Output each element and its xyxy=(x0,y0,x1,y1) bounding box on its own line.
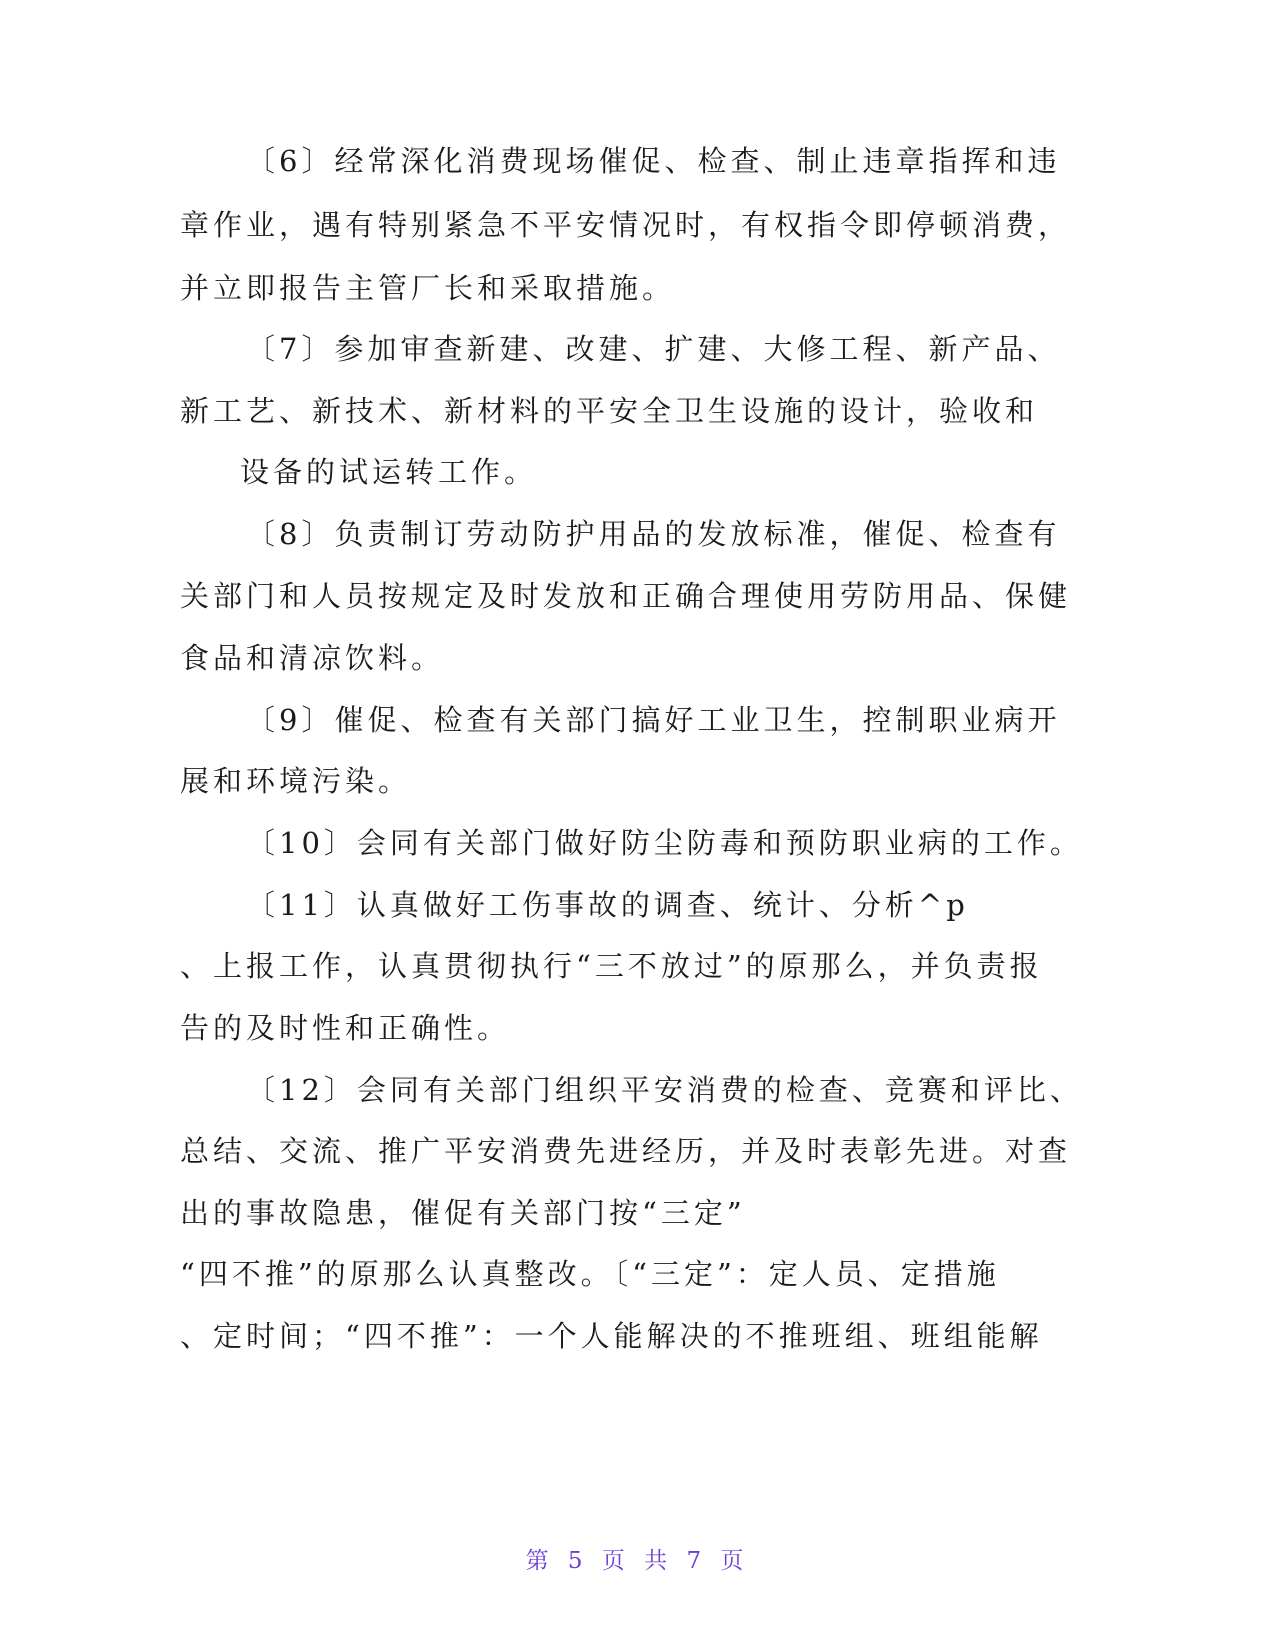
text-line: “四不推”的原那么认真整改。〔“三定”：定人员、定措施 xyxy=(180,1257,1000,1291)
text-line: 出的事故隐患，催促有关部门按“三定” xyxy=(180,1196,746,1230)
text-line: 、上报工作，认真贯彻执行“三不放过”的原那么，并负责报 xyxy=(180,949,1043,983)
text-line: 〔12〕会同有关部门组织平安消费的检查、竞赛和评比、 xyxy=(246,1073,1083,1107)
text-line: 章作业，遇有特别紧急不平安情况时，有权指令即停顿消费， xyxy=(180,208,1072,242)
text-line: 〔8〕负责制订劳动防护用品的发放标准，催促、检查有 xyxy=(246,517,1061,551)
text-line: 并立即报告主管厂长和采取措施。 xyxy=(180,271,676,305)
text-line: 告的及时性和正确性。 xyxy=(180,1011,511,1045)
text-line: 设备的试运转工作。 xyxy=(240,455,538,489)
text-line: 新工艺、新技术、新材料的平安全卫生设施的设计，验收和 xyxy=(180,394,1039,428)
text-line: 总结、交流、推广平安消费先进经历，并及时表彰先进。对查 xyxy=(180,1134,1072,1168)
text-line: 食品和清凉饮料。 xyxy=(180,641,445,675)
text-line: 、定时间；“四不推”：一个人能解决的不推班组、班组能解 xyxy=(180,1319,1043,1353)
text-line: 〔9〕催促、检查有关部门搞好工业卫生，控制职业病开 xyxy=(246,703,1061,737)
page-number: 第 5 页 共 7 页 xyxy=(525,1548,750,1574)
text-line: 关部门和人员按规定及时发放和正确合理使用劳防用品、保健 xyxy=(180,579,1072,613)
text-line: 〔7〕参加审查新建、改建、扩建、大修工程、新产品、 xyxy=(246,332,1061,366)
text-line: 〔11〕认真做好工伤事故的调查、统计、分析^p xyxy=(246,888,969,922)
text-line: 〔10〕会同有关部门做好防尘防毒和预防职业病的工作。 xyxy=(246,826,1083,860)
text-line: 〔6〕经常深化消费现场催促、检查、制止违章指挥和违 xyxy=(246,144,1061,178)
text-line: 展和环境污染。 xyxy=(180,764,412,798)
